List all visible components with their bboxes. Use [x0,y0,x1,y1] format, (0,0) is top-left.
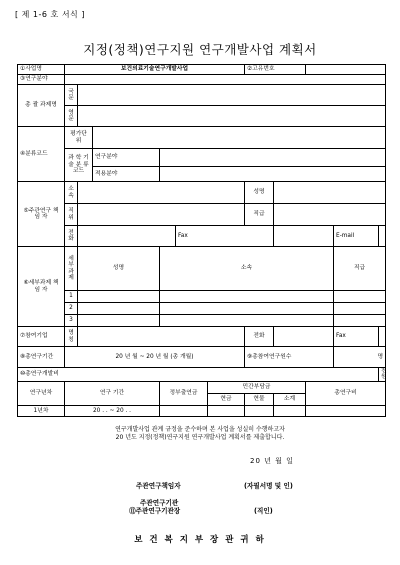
company-fax-field[interactable] [379,327,386,347]
budget-row-year: 1년차 [18,405,65,416]
sub-name-field[interactable] [78,291,160,303]
budget-total-header: 총연구비 [306,381,386,405]
budget-row-gov-field[interactable] [160,405,208,416]
declaration-line-2: 20 년도 지정(정책)연구지원 연구개발사업 계획서를 제출합니다. [115,433,285,441]
budget-gov-header: 정부출연금 [160,381,208,405]
sub-position-field[interactable] [334,291,386,303]
company-name-label: 명 칭 [65,327,78,347]
applied-field-label: 적용분야 [93,167,160,182]
budget-private-header: 민간부담금 [208,381,306,393]
eval-unit-field[interactable] [93,127,386,149]
pi-name-label: 성명 [245,182,274,204]
sub-name-field[interactable] [78,315,160,327]
budget-row-cash-field[interactable] [208,405,245,416]
sub-affiliation-field[interactable] [160,303,334,315]
total-researchers-unit[interactable]: 명 [334,347,386,368]
company-phone-field[interactable] [274,327,334,347]
class-research-field-label: 연구분야 [93,149,160,167]
applied-field-field[interactable] [160,167,386,182]
sub-name-field[interactable] [78,303,160,315]
english-title-label: 영 문 [65,106,78,127]
submission-date[interactable]: 20 년 월 일 [250,457,294,465]
budget-row-inkind-field[interactable] [245,405,274,416]
research-field-field[interactable] [65,75,386,85]
total-budget-unit: 천원 [379,368,386,382]
total-researchers-label: ⑨총참여연구원수 [245,347,334,368]
sci-class-code-label: 과 학 기 술 분 류 코드 [65,149,93,182]
unique-number-label: ②고유번호 [245,65,306,75]
budget-period-header: 연구 기간 [65,381,160,405]
sub-affiliation-field[interactable] [160,291,334,303]
unique-number-field[interactable] [306,65,386,75]
research-field-label: ③연구분야 [18,75,65,85]
korean-title-label: 국 문 [65,85,78,106]
institution-head-seal[interactable]: (직인) [254,507,273,515]
pi-job-field[interactable] [274,204,386,226]
page-title: 지정(정책)연구지원 연구개발사업 계획서 [83,42,317,57]
pi-phone-field[interactable] [78,226,176,247]
form-number: [ 제 1-6 호 서식 ] [15,10,85,19]
participating-company-label: ⑦참여기업 [18,327,65,347]
pi-position-field[interactable] [78,204,245,226]
program-name-label: ①사업명 [18,65,65,75]
plan-form-table [17,64,386,417]
lead-institution-label: 주관연구기관 [140,499,179,507]
pi-fax-label: Fax [176,226,274,247]
institution-head-label: ⑪주관연구기관장 [129,507,181,515]
addressee: 보 건 복 지 부 장 관 귀 하 [134,535,266,545]
sub-row-number: 3 [65,315,78,327]
budget-row-period[interactable]: 20 . . ~ 20 . . [65,405,160,416]
pi-job-label: 직급 [245,204,274,226]
budget-year-header: 연구년차 [18,381,65,405]
lead-researcher-label: 주관연구책임자 [136,482,181,490]
company-fax-label: Fax [334,327,379,347]
pi-name-field[interactable] [274,182,386,204]
pi-affiliation-field[interactable] [78,182,245,204]
sub-position-column-header: 직급 [334,247,386,291]
pi-email-field[interactable] [379,226,386,247]
budget-row-total-field[interactable] [306,405,386,416]
sub-affiliation-field[interactable] [160,315,334,327]
pi-fax-field[interactable] [274,226,334,247]
company-phone-label: 전화 [245,327,274,347]
sub-position-field[interactable] [334,303,386,315]
total-budget-label: ⑩총연구개발비 [18,368,379,382]
sub-row-number: 2 [65,303,78,315]
pi-position-label: 직 위 [65,204,78,226]
korean-title-field[interactable] [78,85,386,106]
pi-email-label: E-mail [334,226,379,247]
english-title-field[interactable] [78,106,386,127]
class-research-field-field[interactable] [160,149,386,167]
declaration-line-1: 연구개발사업 관계 규정을 준수하며 본 사업을 성실히 수행하고자 [115,426,285,433]
company-name-field[interactable] [78,327,245,347]
lead-researcher-signature[interactable]: (자필서명 및 인) [244,482,293,490]
program-name-value[interactable]: 보건의료기술연구개발사업 [65,65,245,75]
eval-unit-label: 평가단 위 [65,127,93,149]
sub-row-number: 1 [65,291,78,303]
pi-phone-label: 전 화 [65,226,78,247]
declaration-text [24,426,376,441]
project-title-label: 총 괄 과제명 [18,85,65,127]
budget-subtotal-header: 소계 [274,393,306,405]
class-code-label: ④분류코드 [18,127,65,182]
sub-name-column-header: 성명 [78,247,160,291]
sub-affiliation-column-header: 소속 [160,247,334,291]
total-period-value[interactable]: 20 년 월 ~ 20 년 월 (총 개월) [65,347,245,368]
budget-inkind-header: 현물 [245,393,274,405]
sub-position-field[interactable] [334,315,386,327]
budget-cash-header: 현금 [208,393,245,405]
pi-affiliation-label: 소 속 [65,182,78,204]
sub-project-header-label: 세 부 과 제 [65,247,78,291]
budget-row-subtotal-field[interactable] [274,405,306,416]
sub-project-leads-label: ⑥세부과제 책 임 자 [18,247,65,327]
total-period-label: ⑧총연구기간 [18,347,65,368]
principal-investigator-label: ⑤주관연구 책 임 자 [18,182,65,247]
